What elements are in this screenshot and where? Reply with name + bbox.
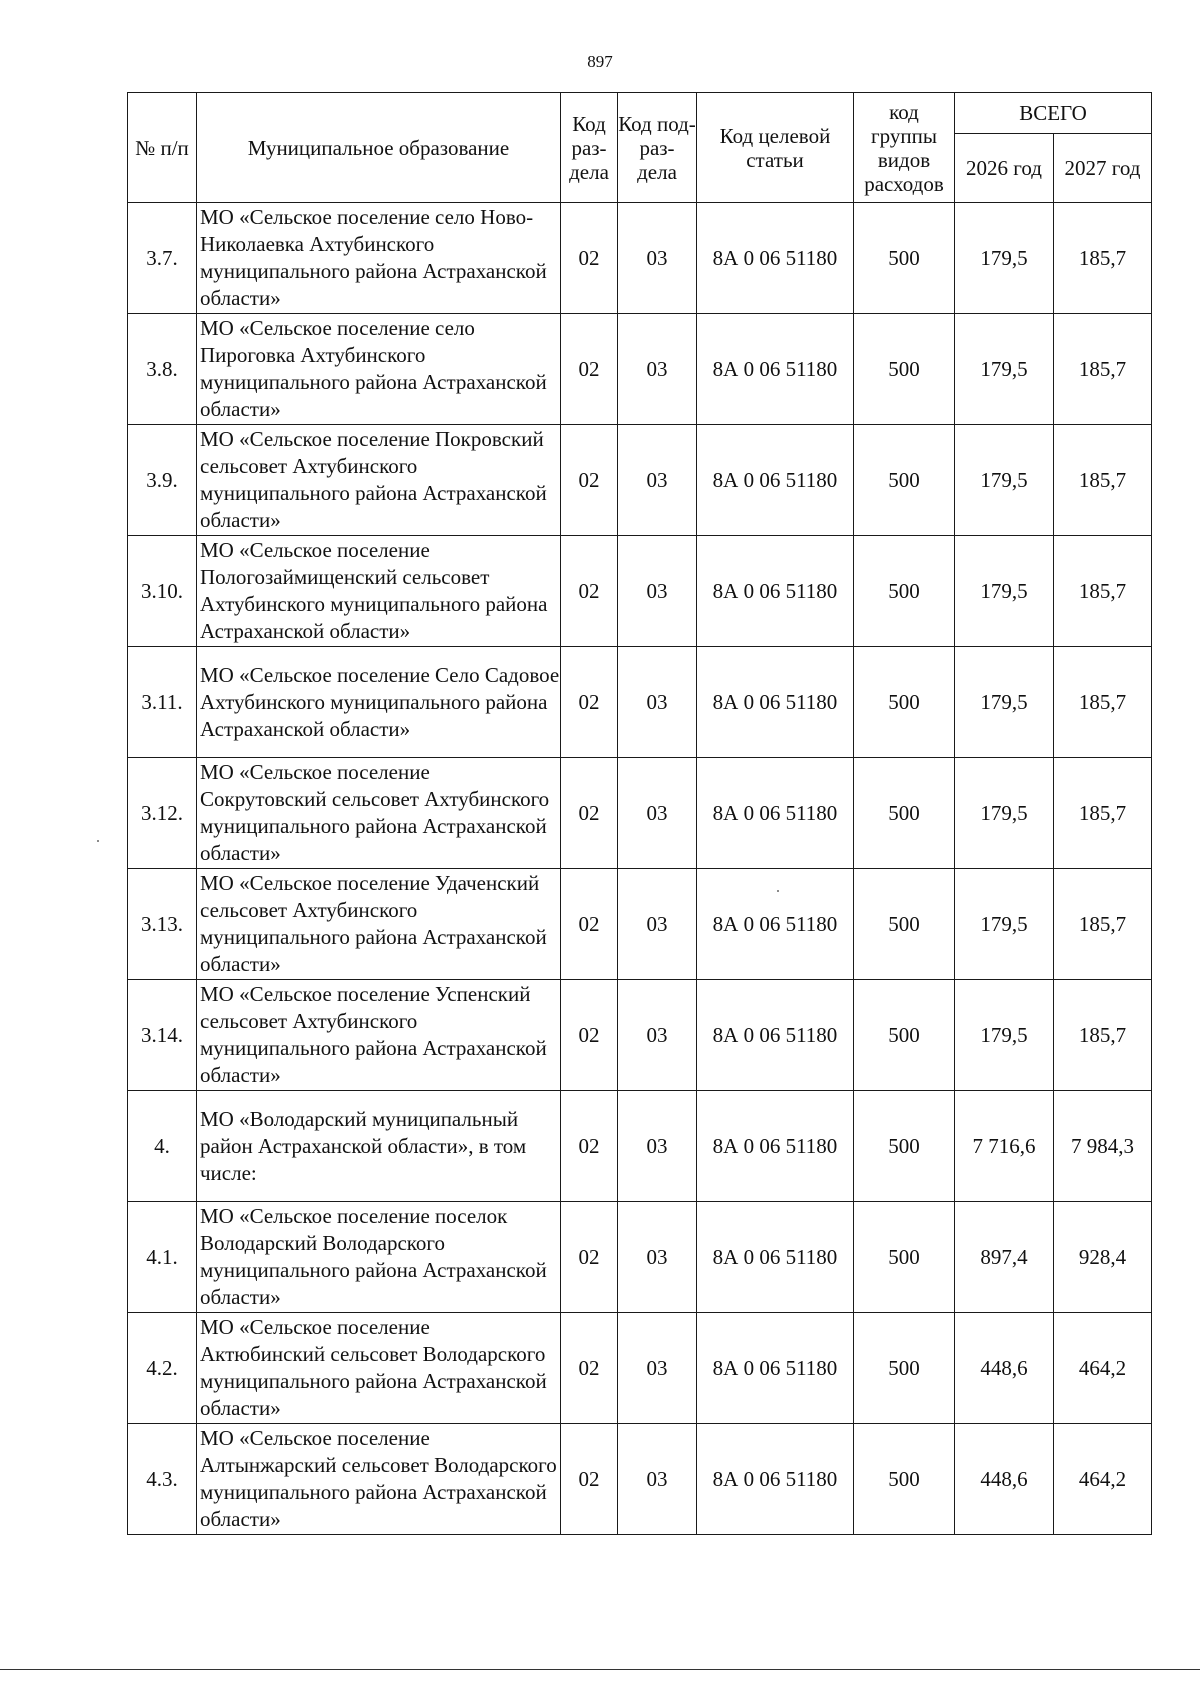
cell-municipality: МО «Сельское поселение Сокрутовский сельсовет Ахтубинского муниципального района Астраханской области» <box>197 758 561 869</box>
cell-target: 8А 0 06 51180 <box>697 314 854 425</box>
scan-speck <box>777 890 779 892</box>
cell-subsection: 03 <box>618 980 697 1091</box>
cell-2026: 179,5 <box>955 425 1054 536</box>
cell-group: 500 <box>854 1091 955 1202</box>
cell-target: 8А 0 06 51180 <box>697 869 854 980</box>
cell-municipality: МО «Сельское поселение Пологозаймищенский сельсовет Ахтубинского муниципального района Астраханской области» <box>197 536 561 647</box>
cell-num: 4.3. <box>128 1424 197 1535</box>
cell-2027: 928,4 <box>1054 1202 1152 1313</box>
cell-municipality: МО «Сельское поселение Удаченский сельсовет Ахтубинского муниципального района Астраханской области» <box>197 869 561 980</box>
cell-section: 02 <box>561 1202 618 1313</box>
cell-num: 4.1. <box>128 1202 197 1313</box>
header-name: Муниципальное образование <box>197 93 561 203</box>
cell-section: 02 <box>561 869 618 980</box>
cell-2026: 179,5 <box>955 536 1054 647</box>
cell-subsection: 03 <box>618 1424 697 1535</box>
header-subsection: Код под- раз- дела <box>618 93 697 203</box>
cell-num: 3.13. <box>128 869 197 980</box>
page-number: 897 <box>587 52 613 71</box>
table-row <box>128 1091 1152 1202</box>
cell-subsection: 03 <box>618 1091 697 1202</box>
cell-subsection: 03 <box>618 1313 697 1424</box>
table-row <box>128 1313 1152 1424</box>
scan-speck <box>97 840 99 842</box>
cell-section: 02 <box>561 1313 618 1424</box>
cell-subsection: 03 <box>618 536 697 647</box>
cell-municipality: МО «Сельское поселение поселок Володарский Володарского муниципального района Астраханской области» <box>197 1202 561 1313</box>
cell-group: 500 <box>854 1313 955 1424</box>
header-section: Код раз- дела <box>561 93 618 203</box>
budget-table <box>127 92 1152 1535</box>
cell-municipality: МО «Сельское поселение Село Садовое Ахтубинского муниципального района Астраханской области» <box>197 647 561 758</box>
cell-target: 8А 0 06 51180 <box>697 647 854 758</box>
cell-municipality: МО «Сельское поселение Успенский сельсовет Ахтубинского муниципального района Астраханской области» <box>197 980 561 1091</box>
cell-2027: 185,7 <box>1054 647 1152 758</box>
cell-num: 3.12. <box>128 758 197 869</box>
cell-num: 3.9. <box>128 425 197 536</box>
table-row <box>128 425 1152 536</box>
cell-group: 500 <box>854 1202 955 1313</box>
header-total: ВСЕГО <box>955 93 1152 134</box>
cell-municipality: МО «Володарский муниципальный район Астраханской области», в том числе: <box>197 1091 561 1202</box>
cell-municipality: МО «Сельское поселение Покровский сельсовет Ахтубинского муниципального района Астраханской области» <box>197 425 561 536</box>
cell-2027: 185,7 <box>1054 425 1152 536</box>
page-bottom-rule <box>0 1669 1200 1670</box>
cell-section: 02 <box>561 203 618 314</box>
cell-group: 500 <box>854 869 955 980</box>
cell-num: 3.10. <box>128 536 197 647</box>
cell-2027: 185,7 <box>1054 536 1152 647</box>
cell-2026: 448,6 <box>955 1313 1054 1424</box>
cell-section: 02 <box>561 1424 618 1535</box>
cell-num: 3.8. <box>128 314 197 425</box>
table-row <box>128 314 1152 425</box>
cell-subsection: 03 <box>618 758 697 869</box>
cell-municipality: МО «Сельское поселение село Пироговка Ахтубинского муниципального района Астраханской области» <box>197 314 561 425</box>
cell-target: 8А 0 06 51180 <box>697 758 854 869</box>
cell-num: 4. <box>128 1091 197 1202</box>
table-row <box>128 1202 1152 1313</box>
cell-num: 3.14. <box>128 980 197 1091</box>
cell-group: 500 <box>854 1424 955 1535</box>
cell-2026: 448,6 <box>955 1424 1054 1535</box>
cell-subsection: 03 <box>618 647 697 758</box>
cell-municipality: МО «Сельское поселение Алтынжарский сельсовет Володарского муниципального района Астраханской области» <box>197 1424 561 1535</box>
cell-section: 02 <box>561 425 618 536</box>
cell-subsection: 03 <box>618 425 697 536</box>
cell-2027: 185,7 <box>1054 758 1152 869</box>
cell-municipality: МО «Сельское поселение Актюбинский сельсовет Володарского муниципального района Астраханской области» <box>197 1313 561 1424</box>
cell-subsection: 03 <box>618 314 697 425</box>
cell-target: 8А 0 06 51180 <box>697 425 854 536</box>
cell-num: 4.2. <box>128 1313 197 1424</box>
cell-section: 02 <box>561 758 618 869</box>
cell-section: 02 <box>561 647 618 758</box>
cell-2026: 179,5 <box>955 314 1054 425</box>
table-row <box>128 647 1152 758</box>
cell-subsection: 03 <box>618 869 697 980</box>
cell-target: 8А 0 06 51180 <box>697 1313 854 1424</box>
cell-num: 3.11. <box>128 647 197 758</box>
header-target: Код целевой статьи <box>697 93 854 203</box>
cell-target: 8А 0 06 51180 <box>697 536 854 647</box>
cell-section: 02 <box>561 980 618 1091</box>
table-body <box>128 203 1152 1535</box>
cell-group: 500 <box>854 980 955 1091</box>
cell-section: 02 <box>561 314 618 425</box>
cell-section: 02 <box>561 536 618 647</box>
cell-2027: 464,2 <box>1054 1424 1152 1535</box>
cell-target: 8А 0 06 51180 <box>697 980 854 1091</box>
table-row <box>128 869 1152 980</box>
cell-target: 8А 0 06 51180 <box>697 1091 854 1202</box>
cell-2026: 179,5 <box>955 647 1054 758</box>
cell-group: 500 <box>854 203 955 314</box>
table-header <box>128 93 1152 203</box>
cell-2027: 464,2 <box>1054 1313 1152 1424</box>
cell-group: 500 <box>854 758 955 869</box>
cell-2026: 897,4 <box>955 1202 1054 1313</box>
cell-2026: 7 716,6 <box>955 1091 1054 1202</box>
cell-2026: 179,5 <box>955 869 1054 980</box>
header-group: код группы видов расходов <box>854 93 955 203</box>
cell-2026: 179,5 <box>955 758 1054 869</box>
cell-2027: 185,7 <box>1054 980 1152 1091</box>
cell-target: 8А 0 06 51180 <box>697 203 854 314</box>
table-row <box>128 203 1152 314</box>
cell-group: 500 <box>854 647 955 758</box>
cell-target: 8А 0 06 51180 <box>697 1424 854 1535</box>
header-num: № п/п <box>128 93 197 203</box>
table-row <box>128 980 1152 1091</box>
cell-group: 500 <box>854 425 955 536</box>
table-row <box>128 536 1152 647</box>
table-row <box>128 758 1152 869</box>
header-year-2026: 2026 год <box>955 134 1054 203</box>
header-year-2027: 2027 год <box>1054 134 1152 203</box>
cell-2027: 185,7 <box>1054 869 1152 980</box>
cell-subsection: 03 <box>618 203 697 314</box>
cell-municipality: МО «Сельское поселение село Ново-Николаевка Ахтубинского муниципального района Астраханской области» <box>197 203 561 314</box>
cell-section: 02 <box>561 1091 618 1202</box>
cell-2026: 179,5 <box>955 980 1054 1091</box>
cell-2027: 185,7 <box>1054 203 1152 314</box>
cell-num: 3.7. <box>128 203 197 314</box>
table-row <box>128 1424 1152 1535</box>
cell-2026: 179,5 <box>955 203 1054 314</box>
cell-group: 500 <box>854 536 955 647</box>
cell-target: 8А 0 06 51180 <box>697 1202 854 1313</box>
cell-2027: 185,7 <box>1054 314 1152 425</box>
cell-group: 500 <box>854 314 955 425</box>
cell-2027: 7 984,3 <box>1054 1091 1152 1202</box>
cell-subsection: 03 <box>618 1202 697 1313</box>
